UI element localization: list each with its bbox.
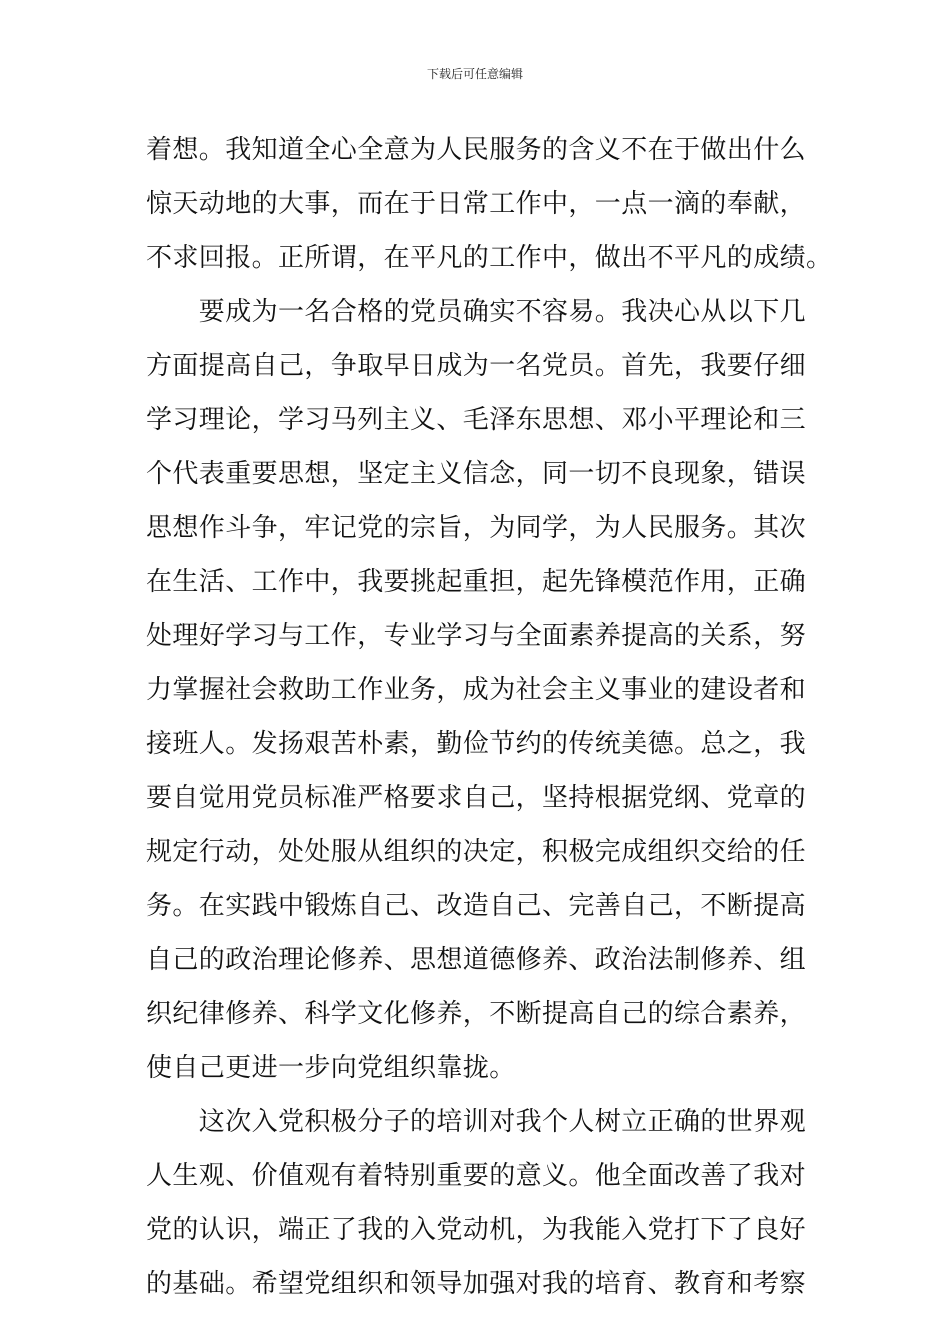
body-text-line: 力掌握社会救助工作业务，成为社会主义事业的建设者和	[146, 675, 807, 705]
body-text-line: 思想作斗争，牢记党的宗旨，为同学，为人民服务。其次	[146, 513, 807, 543]
body-text-line: 学习理论，学习马列主义、毛泽东思想、邓小平理论和三	[146, 405, 807, 435]
body-text-line: 惊天动地的大事，而在于日常工作中，一点一滴的奉献，	[146, 189, 807, 219]
body-text-line: 个代表重要思想，坚定主义信念，同一切不良现象，错误	[146, 459, 807, 489]
body-text-line: 务。在实践中锻炼自己、改造自己、完善自己，不断提高	[146, 891, 807, 921]
body-text-line: 的基础。希望党组织和领导加强对我的培育、教育和考察	[146, 1269, 807, 1299]
body-text-line: 在生活、工作中，我要挑起重担，起先锋模范作用，正确	[146, 567, 807, 597]
body-text-line: 使自己更进一步向党组织靠拢。	[146, 1053, 516, 1083]
body-text-line: 党的认识，端正了我的入党动机，为我能入党打下了良好	[146, 1215, 807, 1245]
body-text-line: 接班人。发扬艰苦朴素，勤俭节约的传统美德。总之，我	[146, 729, 807, 759]
body-text-line: 这次入党积极分子的培训对我个人树立正确的世界观	[146, 1107, 807, 1137]
body-text-line: 不求回报。正所谓，在平凡的工作中，做出不平凡的成绩。	[146, 243, 833, 273]
body-text-line: 织纪律修养、科学文化修养，不断提高自己的综合素养，	[146, 999, 807, 1029]
body-text-line: 要成为一名合格的党员确实不容易。我决心从以下几	[146, 297, 807, 327]
body-text-line: 处理好学习与工作，专业学习与全面素养提高的关系，努	[146, 621, 807, 651]
body-text-line: 着想。我知道全心全意为人民服务的含义不在于做出什么	[146, 135, 807, 165]
body-text-line: 规定行动，处处服从组织的决定，积极完成组织交给的任	[146, 837, 807, 867]
page-header: 下载后可任意编辑	[426, 67, 523, 81]
body-text-line: 人生观、价值观有着特别重要的意义。他全面改善了我对	[146, 1161, 807, 1191]
body-text-line: 方面提高自己，争取早日成为一名党员。首先，我要仔细	[146, 351, 807, 381]
body-text-line: 自己的政治理论修养、思想道德修养、政治法制修养、组	[146, 945, 807, 975]
body-text-line: 要自觉用党员标准严格要求自己，坚持根据党纲、党章的	[146, 783, 807, 813]
